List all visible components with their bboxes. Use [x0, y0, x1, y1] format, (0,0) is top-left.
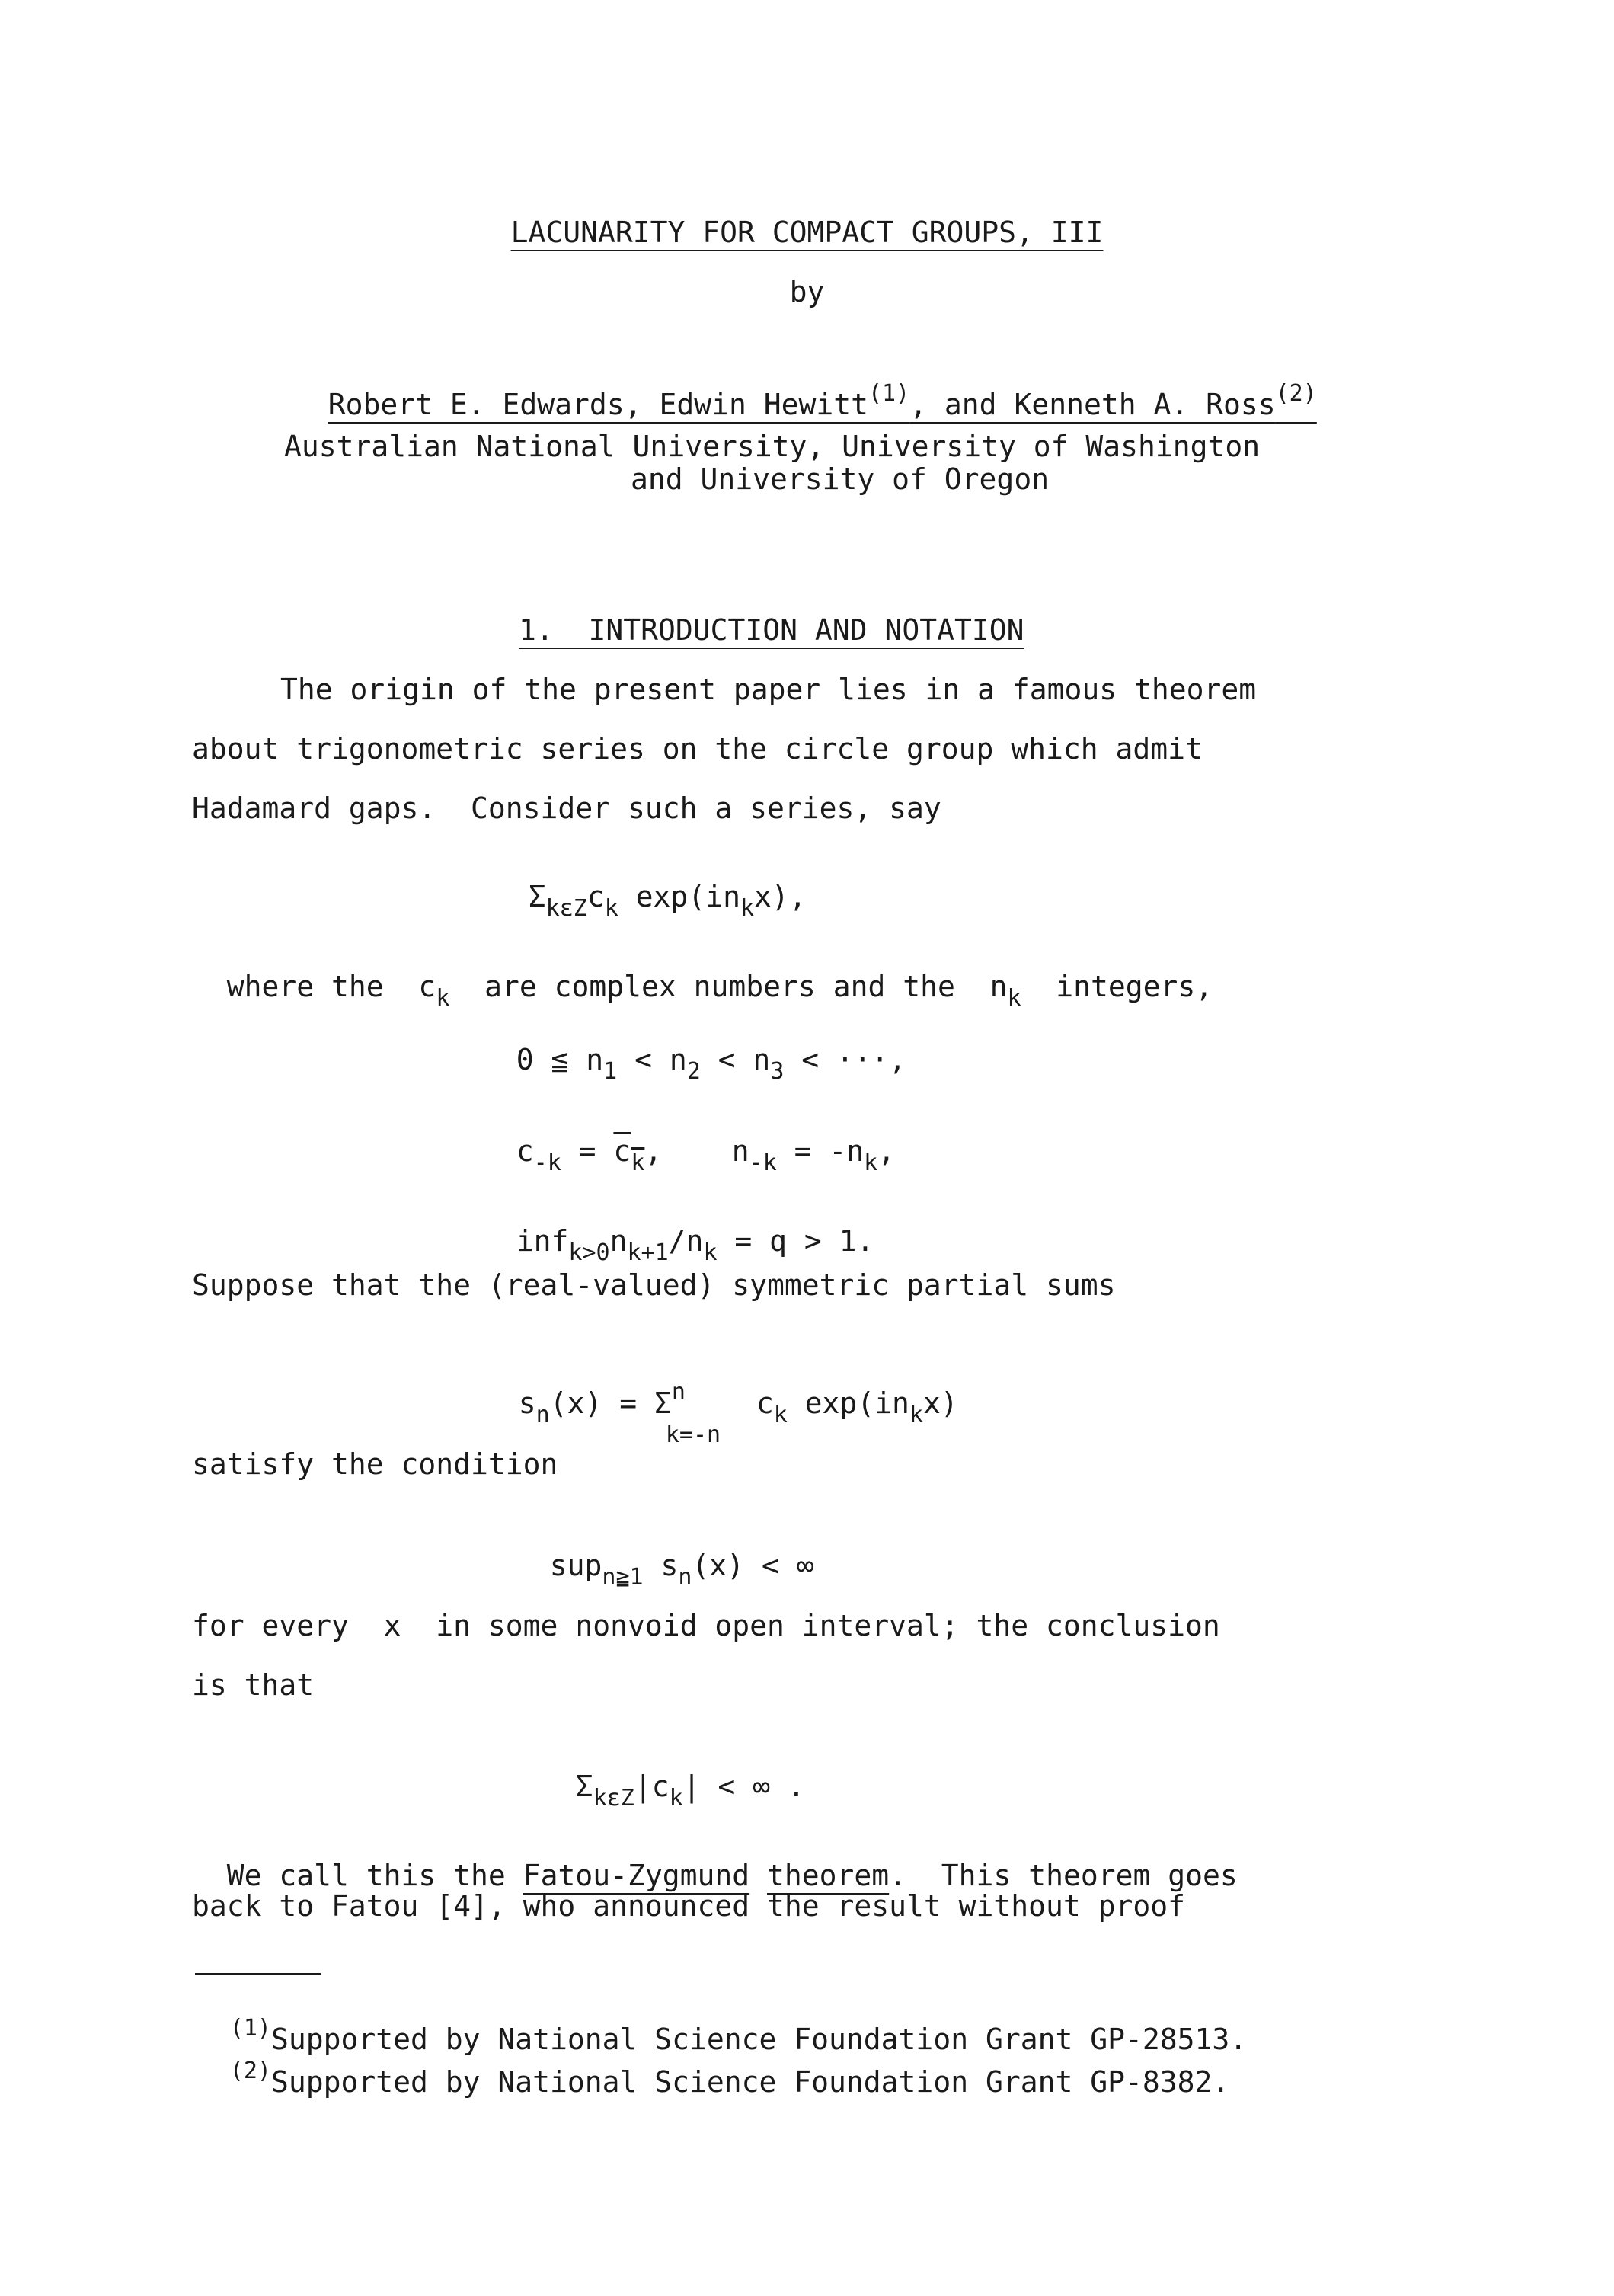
paper-title: LACUNARITY FOR COMPACT GROUPS, III — [510, 216, 1104, 249]
footnote-mark-2: (2) — [1275, 380, 1317, 407]
footnote-2: $^{(2)}$Supported by National Science Foundation Grant GP-8382. — [229, 2058, 1230, 2099]
affiliation-line-1: Australian National University, University of Washington — [284, 430, 1261, 463]
section-heading: 1. INTRODUCTION AND NOTATION — [519, 613, 1024, 647]
paragraph-5-line-2: is that — [192, 1668, 315, 1702]
by-line: by — [789, 275, 825, 309]
theorem-term: theorem — [767, 1859, 890, 1892]
equation-absolute-convergence: $\Sigma_{k\varepsilon Z}|c_k|$ < ∞ . — [575, 1770, 805, 1812]
affiliation-line-2: and University of Oregon — [631, 462, 1050, 496]
paragraph-1-line-3: Hadamard gaps. Consider such a series, say — [192, 791, 941, 825]
footnote-mark-1: (1) — [868, 380, 910, 407]
equation-ordering: 0 ≦ $n_1 < n_2 < n_3$ < ···, — [516, 1043, 906, 1085]
fatou-zygmund-term: Fatou-Zygmund — [523, 1859, 750, 1892]
paragraph-6-line-2: back to Fatou [4], who announced the result without proof — [192, 1889, 1186, 1923]
paragraph-3: Suppose that the (real-valued) symmetric partial sums — [192, 1268, 1116, 1302]
footnote-2-mark: (2) — [229, 2058, 271, 2084]
conjugate-c: $c_k$ — [613, 1134, 645, 1176]
equation-sup-condition: sup$_{n≧1}$ $s_n(x)$ < ∞ — [549, 1549, 814, 1591]
paragraph-2: where the $c_k$ are complex numbers and the $n_k$ integers, — [226, 970, 1213, 1012]
footnote-1: $^{(1)}$Supported by National Science Foundation Grant GP-28513. — [229, 2015, 1248, 2056]
paragraph-1-line-1: The origin of the present paper lies in a famous theorem — [280, 673, 1257, 706]
paragraph-1-line-2: about trigonometric series on the circle group which admit — [192, 732, 1203, 766]
equation-partial-sums: $s_n(x) = \Sigma^n$ k=-n $c_k$ $\exp(in_kx)$ — [518, 1379, 958, 1448]
footnote-1-mark: (1) — [229, 2015, 271, 2042]
paragraph-6-line-1: We call this the Fatou-Zygmund theorem. This theorem goes — [226, 1859, 1238, 1892]
equation-series: $\Sigma_{k\varepsilon Z}c_k$ $\exp(in_kx)$, — [528, 880, 807, 922]
equation-hadamard-gap: $inf_{k>0}n_{k+1}/n_k = q > 1$. — [516, 1224, 874, 1266]
equation-symmetry: $c_{-k} = c_k$, $n_{-k} = -n_k$, — [516, 1134, 896, 1176]
author-line — [293, 361, 1317, 419]
paragraph-4: satisfy the condition — [192, 1447, 558, 1481]
author-names: Robert E. Edwards, Edwin Hewitt$^{(1)}$, and Kenneth A. Ross$^{(2)}$ — [328, 380, 1317, 421]
paragraph-5-line-1: for every x in some nonvoid open interval; the conclusion — [192, 1609, 1220, 1642]
footnote-rule — [195, 1973, 321, 1975]
